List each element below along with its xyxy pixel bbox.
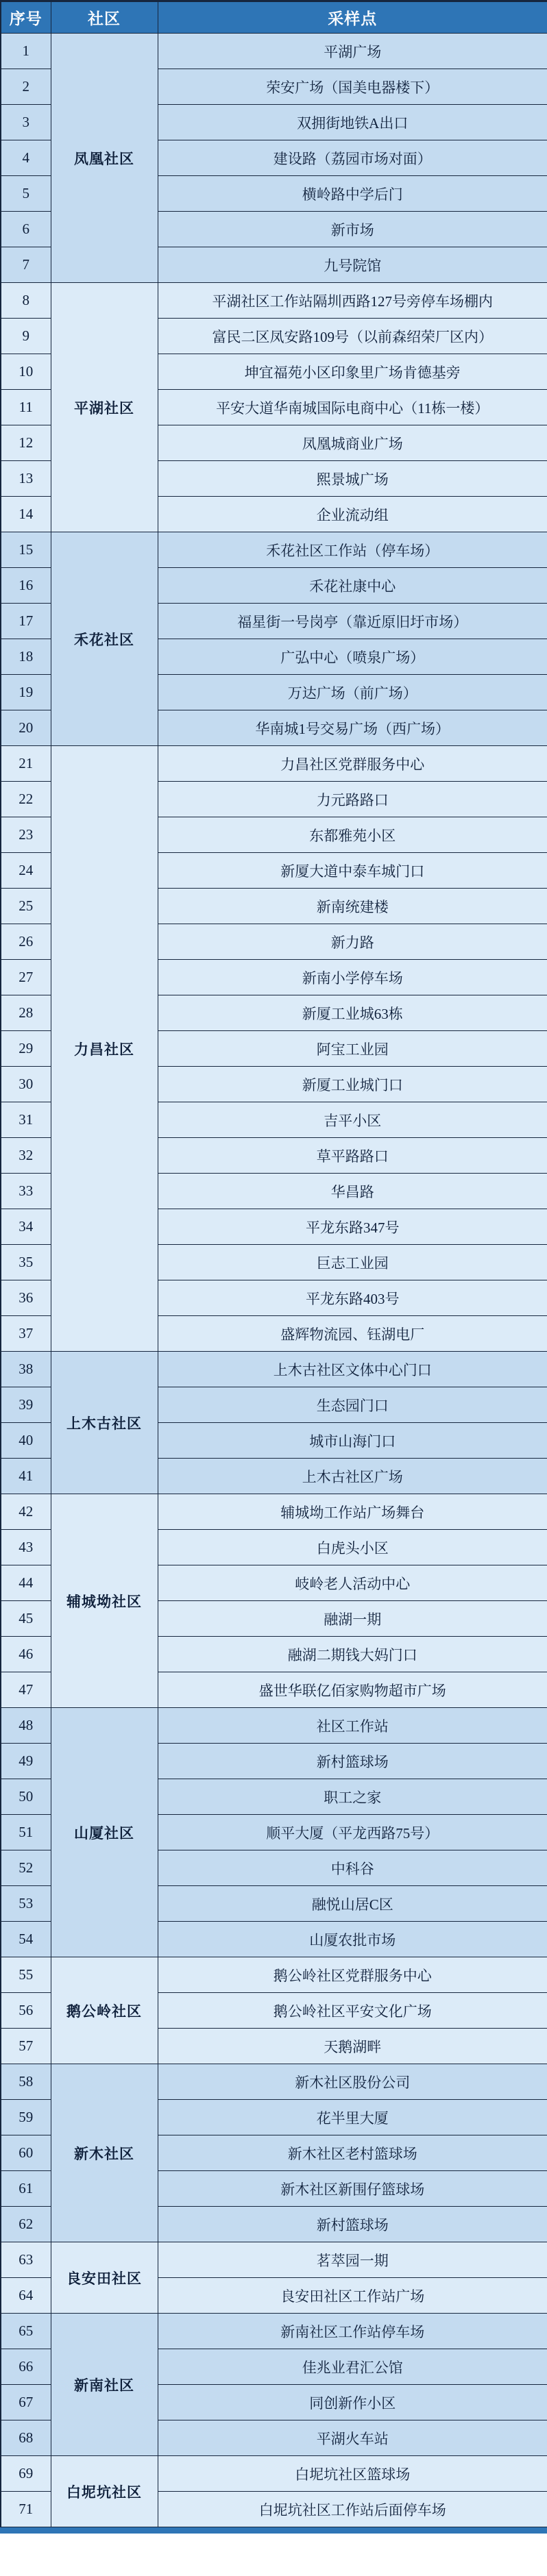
sampling-point-cell: 鹅公岭社区平安文化广场	[158, 1993, 547, 2029]
sampling-point-cell: 盛辉物流园、钰湖电厂	[158, 1316, 547, 1352]
column-header-community: 社区	[51, 1, 158, 34]
serial-cell: 46	[1, 1637, 51, 1672]
serial-cell: 51	[1, 1815, 51, 1850]
table-row	[1, 1708, 547, 1744]
serial-cell: 58	[1, 2064, 51, 2100]
sampling-point-cell: 新厦大道中泰车城门口	[158, 853, 547, 889]
serial-cell: 3	[1, 105, 51, 140]
sampling-point-cell: 平湖火车站	[158, 2420, 547, 2456]
sampling-point-cell: 同创新作小区	[158, 2385, 547, 2420]
sampling-point-cell: 职工之家	[158, 1779, 547, 1815]
serial-cell: 38	[1, 1352, 51, 1387]
sampling-point-cell: 平湖社区工作站隔圳西路127号旁停车场棚内	[158, 283, 547, 319]
community-cell: 良安田社区	[51, 2242, 158, 2314]
sampling-point-cell: 上木古社区广场	[158, 1459, 547, 1494]
serial-cell: 34	[1, 1209, 51, 1245]
serial-cell: 5	[1, 176, 51, 212]
sampling-point-cell: 平湖广场	[158, 34, 547, 69]
sampling-point-cell: 上木古社区文体中心门口	[158, 1352, 547, 1387]
serial-cell: 29	[1, 1031, 51, 1067]
serial-cell: 61	[1, 2171, 51, 2207]
community-cell: 鹅公岭社区	[51, 1957, 158, 2064]
community-cell: 上木古社区	[51, 1352, 158, 1494]
sampling-point-cell: 平龙东路403号	[158, 1280, 547, 1316]
sampling-point-cell: 广弘中心（喷泉广场）	[158, 639, 547, 675]
serial-cell: 18	[1, 639, 51, 675]
serial-cell: 30	[1, 1067, 51, 1102]
community-cell: 凤凰社区	[51, 34, 158, 283]
serial-cell: 52	[1, 1850, 51, 1886]
sampling-point-cell: 新木社区新围仔篮球场	[158, 2171, 547, 2207]
sampling-point-cell: 新厦工业城63栋	[158, 995, 547, 1031]
sampling-point-cell: 融湖一期	[158, 1601, 547, 1637]
sampling-point-cell: 新木社区股份公司	[158, 2064, 547, 2100]
serial-cell: 25	[1, 889, 51, 924]
serial-cell: 50	[1, 1779, 51, 1815]
serial-cell: 69	[1, 2456, 51, 2492]
sampling-point-cell: 禾花社康中心	[158, 568, 547, 604]
sampling-point-cell: 华南城1号交易广场（西广场）	[158, 710, 547, 746]
serial-cell: 37	[1, 1316, 51, 1352]
sampling-point-cell: 岐岭老人活动中心	[158, 1565, 547, 1601]
sampling-point-cell: 草平路路口	[158, 1138, 547, 1174]
community-cell: 白坭坑社区	[51, 2456, 158, 2527]
serial-cell: 63	[1, 2242, 51, 2278]
community-cell: 平湖社区	[51, 283, 158, 532]
serial-cell: 67	[1, 2385, 51, 2420]
table-row	[1, 2064, 547, 2100]
sampling-point-cell: 九号院馆	[158, 247, 547, 283]
serial-cell: 43	[1, 1530, 51, 1565]
table-row	[1, 2456, 547, 2492]
header-row	[1, 1, 547, 34]
sampling-point-cell: 新市场	[158, 212, 547, 247]
sampling-point-cell: 花半里大厦	[158, 2100, 547, 2135]
sampling-point-cell: 新南社区工作站停车场	[158, 2314, 547, 2349]
serial-cell: 35	[1, 1245, 51, 1280]
serial-cell: 14	[1, 497, 51, 532]
serial-cell: 36	[1, 1280, 51, 1316]
serial-cell: 4	[1, 140, 51, 176]
sampling-point-cell: 阿宝工业园	[158, 1031, 547, 1067]
sampling-point-cell: 城市山海门口	[158, 1423, 547, 1459]
community-cell: 新木社区	[51, 2064, 158, 2242]
sampling-point-cell: 新南小学停车场	[158, 960, 547, 995]
sampling-point-cell: 坤宜福苑小区印象里广场肯德基旁	[158, 354, 547, 390]
serial-cell: 6	[1, 212, 51, 247]
sampling-point-cell: 白坭坑社区篮球场	[158, 2456, 547, 2492]
sampling-point-cell: 力昌社区党群服务中心	[158, 746, 547, 782]
community-cell: 力昌社区	[51, 746, 158, 1352]
serial-cell: 41	[1, 1459, 51, 1494]
serial-cell: 22	[1, 782, 51, 817]
sampling-point-cell: 万达广场（前广场）	[158, 675, 547, 710]
serial-cell: 60	[1, 2135, 51, 2171]
table-body	[1, 34, 547, 2527]
table-row	[1, 1957, 547, 1993]
sampling-point-cell: 巨志工业园	[158, 1245, 547, 1280]
serial-cell: 40	[1, 1423, 51, 1459]
serial-cell: 27	[1, 960, 51, 995]
bottom-border-bar	[0, 2527, 547, 2534]
serial-cell: 64	[1, 2278, 51, 2314]
serial-cell: 33	[1, 1174, 51, 1209]
serial-cell: 15	[1, 532, 51, 568]
serial-cell: 39	[1, 1387, 51, 1423]
community-cell: 新南社区	[51, 2314, 158, 2456]
serial-cell: 47	[1, 1672, 51, 1708]
sampling-point-cell: 东都雅苑小区	[158, 817, 547, 853]
table-row	[1, 283, 547, 319]
sampling-point-cell: 禾花社区工作站（停车场）	[158, 532, 547, 568]
sampling-point-cell: 富民二区凤安路109号（以前森绍荣厂区内）	[158, 319, 547, 354]
sampling-point-cell: 新厦工业城门口	[158, 1067, 547, 1102]
sampling-point-cell: 力元路路口	[158, 782, 547, 817]
sampling-point-cell: 盛世华联亿佰家购物超市广场	[158, 1672, 547, 1708]
sampling-point-cell: 顺平大厦（平龙西路75号）	[158, 1815, 547, 1850]
serial-cell: 68	[1, 2420, 51, 2456]
table-header	[1, 1, 547, 34]
serial-cell: 8	[1, 283, 51, 319]
table-row	[1, 34, 547, 69]
serial-cell: 13	[1, 461, 51, 497]
sampling-point-cell: 良安田社区工作站广场	[158, 2278, 547, 2314]
sampling-point-cell: 吉平小区	[158, 1102, 547, 1138]
sampling-point-cell: 新村篮球场	[158, 2207, 547, 2242]
sampling-point-cell: 新村篮球场	[158, 1744, 547, 1779]
serial-cell: 65	[1, 2314, 51, 2349]
sampling-point-cell: 新木社区老村篮球场	[158, 2135, 547, 2171]
serial-cell: 17	[1, 604, 51, 639]
serial-cell: 16	[1, 568, 51, 604]
community-cell: 辅城坳社区	[51, 1494, 158, 1708]
sampling-point-cell: 生态园门口	[158, 1387, 547, 1423]
column-header-serial: 序号	[1, 1, 51, 34]
serial-cell: 21	[1, 746, 51, 782]
table-row	[1, 746, 547, 782]
serial-cell: 66	[1, 2349, 51, 2385]
sampling-point-cell: 鹅公岭社区党群服务中心	[158, 1957, 547, 1993]
sampling-point-cell: 建设路（荔园市场对面）	[158, 140, 547, 176]
sampling-point-cell: 茗萃园一期	[158, 2242, 547, 2278]
table-row	[1, 1352, 547, 1387]
serial-cell: 59	[1, 2100, 51, 2135]
serial-cell: 54	[1, 1922, 51, 1957]
serial-cell: 56	[1, 1993, 51, 2029]
serial-cell: 1	[1, 34, 51, 69]
sampling-point-cell: 横岭路中学后门	[158, 176, 547, 212]
sampling-point-cell: 福星街一号岗亭（靠近原旧圩市场）	[158, 604, 547, 639]
sampling-point-cell: 融湖二期钱大妈门口	[158, 1637, 547, 1672]
sampling-point-cell: 熙景城广场	[158, 461, 547, 497]
serial-cell: 10	[1, 354, 51, 390]
serial-cell: 62	[1, 2207, 51, 2242]
sampling-point-cell: 社区工作站	[158, 1708, 547, 1744]
sampling-point-cell: 平龙东路347号	[158, 1209, 547, 1245]
serial-cell: 9	[1, 319, 51, 354]
serial-cell: 57	[1, 2029, 51, 2064]
serial-cell: 31	[1, 1102, 51, 1138]
community-cell: 山厦社区	[51, 1708, 158, 1957]
serial-cell: 44	[1, 1565, 51, 1601]
serial-cell: 55	[1, 1957, 51, 1993]
serial-cell: 12	[1, 425, 51, 461]
community-cell: 禾花社区	[51, 532, 158, 746]
serial-cell: 53	[1, 1886, 51, 1922]
sampling-point-cell: 荣安广场（国美电器楼下）	[158, 69, 547, 105]
serial-cell: 26	[1, 924, 51, 960]
serial-cell: 28	[1, 995, 51, 1031]
sampling-point-cell: 白坭坑社区工作站后面停车场	[158, 2492, 547, 2527]
serial-cell: 42	[1, 1494, 51, 1530]
table-row	[1, 2242, 547, 2278]
sampling-point-cell: 白虎头小区	[158, 1530, 547, 1565]
table-row	[1, 1494, 547, 1530]
sampling-point-cell: 新南统建楼	[158, 889, 547, 924]
sampling-point-cell: 中科谷	[158, 1850, 547, 1886]
serial-cell: 7	[1, 247, 51, 283]
serial-cell: 71	[1, 2492, 51, 2527]
serial-cell: 2	[1, 69, 51, 105]
serial-cell: 20	[1, 710, 51, 746]
sampling-point-cell: 新力路	[158, 924, 547, 960]
serial-cell: 23	[1, 817, 51, 853]
serial-cell: 32	[1, 1138, 51, 1174]
serial-cell: 45	[1, 1601, 51, 1637]
column-header-sampling-point: 采样点	[158, 1, 547, 34]
sampling-point-cell: 双拥街地铁A出口	[158, 105, 547, 140]
table-row	[1, 532, 547, 568]
serial-cell: 11	[1, 390, 51, 425]
serial-cell: 19	[1, 675, 51, 710]
serial-cell: 49	[1, 1744, 51, 1779]
table-row	[1, 2314, 547, 2349]
sampling-point-cell: 佳兆业君汇公馆	[158, 2349, 547, 2385]
sampling-point-cell: 辅城坳工作站广场舞台	[158, 1494, 547, 1530]
serial-cell: 24	[1, 853, 51, 889]
sampling-point-cell: 企业流动组	[158, 497, 547, 532]
sampling-point-cell: 华昌路	[158, 1174, 547, 1209]
sampling-point-cell: 山厦农批市场	[158, 1922, 547, 1957]
serial-cell: 48	[1, 1708, 51, 1744]
sampling-point-cell: 凤凰城商业广场	[158, 425, 547, 461]
sampling-point-cell: 平安大道华南城国际电商中心（11栋一楼）	[158, 390, 547, 425]
sampling-point-cell: 天鹅湖畔	[158, 2029, 547, 2064]
sampling-point-cell: 融悦山居C区	[158, 1886, 547, 1922]
